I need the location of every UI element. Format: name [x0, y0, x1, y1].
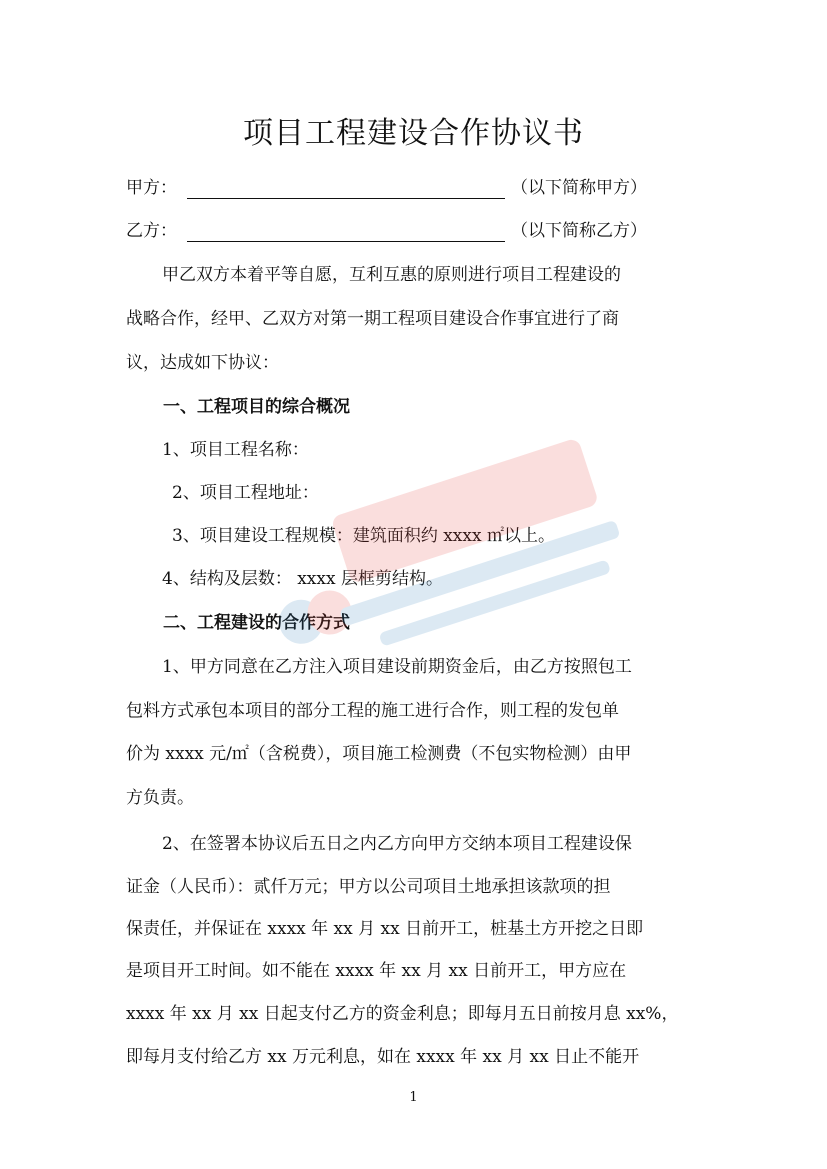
- section2-p2-line-6: 即每月支付给乙方 xx 万元利息，如在 xxxx 年 xx 月 xx 日止不能开: [126, 1047, 640, 1067]
- section2-p1-line-2: 包料方式承包本项目的部分工程的施工进行合作，则工程的发包单: [126, 701, 619, 721]
- section2-p2-line-1: 2、在签署本协议后五日之内乙方向甲方交纳本项目工程建设保: [162, 834, 632, 854]
- party-a-label: 甲方：: [126, 178, 177, 198]
- party-b-label: 乙方：: [126, 221, 177, 241]
- page-number: 1: [409, 1090, 418, 1105]
- section2-heading: 二、工程建设的合作方式: [163, 613, 350, 633]
- section2-p1-line-3: 价为 xxxx 元/㎡（含税费），项目施工检测费（不包实物检测）由甲: [126, 744, 632, 764]
- watermark-logo: [215, 430, 635, 670]
- section2-p2-line-3: 保责任，并保证在 xxxx 年 xx 月 xx 日前开工，桩基土方开挖之日即: [126, 919, 644, 939]
- intro-line-3: 议，达成如下协议：: [126, 353, 279, 373]
- intro-line-2: 战略合作，经甲、乙双方对第一期工程项目建设合作事宜进行了商: [126, 309, 619, 329]
- section1-item-4: 4、结构及层数： xxxx 层框剪结构。: [162, 569, 443, 589]
- party-b-note: （以下简称乙方）: [511, 221, 647, 241]
- section1-item-1: 1、项目工程名称：: [162, 440, 309, 460]
- section1-item-3: 3、项目建设工程规模：建筑面积约 xxxx ㎡以上。: [172, 526, 555, 546]
- section1-heading: 一、工程项目的综合概况: [163, 397, 350, 417]
- party-a-row: [126, 177, 647, 199]
- party-b-blank-line: [187, 223, 505, 242]
- section2-p1-line-4: 方负责。: [126, 788, 194, 808]
- party-a-note: （以下简称甲方）: [511, 178, 647, 198]
- section2-p2-line-2: 证金（人民币）：贰仟万元；甲方以公司项目土地承担该款项的担: [126, 877, 611, 897]
- section2-p1-line-1: 1、甲方同意在乙方注入项目建设前期资金后，由乙方按照包工: [162, 657, 632, 677]
- section1-item-2: 2、项目工程地址：: [172, 483, 319, 503]
- document-title: 项目工程建设合作协议书: [243, 116, 584, 151]
- section2-p2-line-4: 是项目开工时间。如不能在 xxxx 年 xx 月 xx 日前开工，甲方应在: [126, 961, 627, 981]
- section2-p2-line-5: xxxx 年 xx 月 xx 日起支付乙方的资金利息；即每月五日前按月息 xx%，: [126, 1004, 679, 1024]
- party-a-blank-line: [187, 180, 505, 199]
- intro-line-1: 甲乙双方本着平等自愿，互利互惠的原则进行项目工程建设的: [162, 265, 621, 285]
- party-b-row: [126, 220, 647, 242]
